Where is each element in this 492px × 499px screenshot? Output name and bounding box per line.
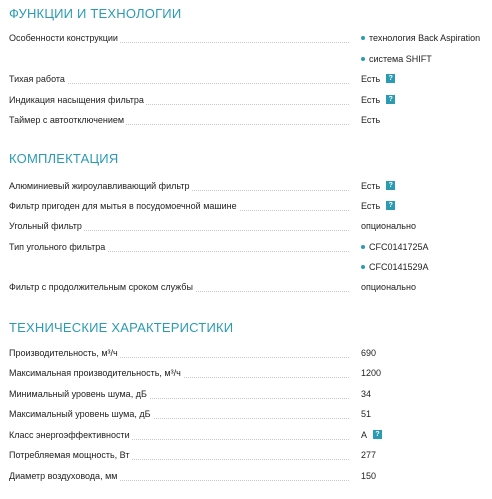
spec-label <box>9 110 349 130</box>
spec-row <box>9 445 484 465</box>
spec-label-text: Диаметр воздуховода, мм <box>9 471 118 481</box>
spec-value <box>361 404 371 424</box>
spec-row <box>9 257 484 277</box>
spec-value-text: 150 <box>361 471 377 481</box>
spec-label-text: Класс энергоэффективности <box>9 430 130 440</box>
spec-label <box>9 404 349 424</box>
section-title: КОМПЛЕКТАЦИЯ <box>9 151 119 166</box>
spec-label-text: Алюминиевый жироулавливающий фильтр <box>9 181 190 191</box>
spec-value-text: CFC0141529A <box>369 262 429 272</box>
spec-row <box>9 216 484 236</box>
spec-label <box>9 216 349 236</box>
spec-value <box>361 384 371 404</box>
spec-label-text: Производительность, м³/ч <box>9 348 118 358</box>
spec-value <box>361 69 395 89</box>
spec-row <box>9 237 484 257</box>
spec-row <box>9 196 484 216</box>
spec-value-text: Есть <box>361 95 381 105</box>
bullet-icon <box>361 265 365 269</box>
spec-value <box>361 425 382 445</box>
spec-value <box>361 343 376 363</box>
spec-label <box>9 343 349 363</box>
help-icon[interactable]: ? <box>373 430 382 439</box>
spec-label-text: Особенности конструкции <box>9 33 118 43</box>
spec-row <box>9 69 484 89</box>
spec-row <box>9 176 484 196</box>
spec-value-text: 1200 <box>361 368 382 378</box>
spec-value <box>361 445 376 465</box>
spec-label <box>9 237 349 257</box>
spec-label-text: Потребляемая мощность, Вт <box>9 450 130 460</box>
spec-row <box>9 49 484 69</box>
spec-row <box>9 343 484 363</box>
spec-value <box>361 257 429 277</box>
spec-label <box>9 425 349 445</box>
spec-label <box>9 69 349 89</box>
spec-label-text: Минимальный уровень шума, дБ <box>9 389 147 399</box>
spec-value-text: 34 <box>361 389 372 399</box>
help-icon[interactable]: ? <box>386 74 395 83</box>
spec-row <box>9 425 484 445</box>
spec-label <box>9 384 349 404</box>
spec-value-text: 277 <box>361 450 377 460</box>
spec-label-text: Тихая работа <box>9 74 65 84</box>
spec-row <box>9 28 484 48</box>
spec-label-text: Индикация насыщения фильтра <box>9 95 144 105</box>
spec-row <box>9 466 484 486</box>
spec-value-text: опционально <box>361 282 416 292</box>
spec-label <box>9 277 349 297</box>
bullet-icon <box>361 245 365 249</box>
spec-value-text: Есть <box>361 74 381 84</box>
help-icon[interactable]: ? <box>386 201 395 210</box>
spec-row <box>9 404 484 424</box>
spec-value <box>361 216 416 236</box>
bullet-icon <box>361 57 365 61</box>
spec-value <box>361 277 416 297</box>
spec-value-text: 690 <box>361 348 377 358</box>
spec-label-text: Тип угольного фильтра <box>9 242 106 252</box>
spec-row <box>9 384 484 404</box>
spec-value <box>361 237 429 257</box>
spec-value <box>361 28 480 48</box>
bullet-icon <box>361 36 365 40</box>
spec-label-text: Фильтр пригоден для мытья в посудомоечной машине <box>9 201 237 211</box>
spec-label <box>9 196 349 216</box>
spec-label-text: Таймер с автоотключением <box>9 115 125 125</box>
spec-row <box>9 110 484 130</box>
spec-value <box>361 466 376 486</box>
spec-label <box>9 28 349 48</box>
spec-row <box>9 277 484 297</box>
spec-value-text: Есть <box>361 181 381 191</box>
spec-value <box>361 49 432 69</box>
spec-value <box>361 196 395 216</box>
spec-value-text: система SHIFT <box>369 54 432 64</box>
spec-value-text: A <box>361 430 368 440</box>
help-icon[interactable]: ? <box>386 95 395 104</box>
help-icon[interactable]: ? <box>386 181 395 190</box>
spec-label <box>9 176 349 196</box>
spec-value <box>361 110 380 130</box>
section-title: ТЕХНИЧЕСКИЕ ХАРАКТЕРИСТИКИ <box>9 320 234 335</box>
spec-label-text: Максимальный уровень шума, дБ <box>9 409 151 419</box>
spec-row <box>9 90 484 110</box>
spec-label <box>9 90 349 110</box>
spec-label <box>9 445 349 465</box>
spec-row <box>9 363 484 383</box>
spec-value <box>361 363 381 383</box>
spec-label-text: Максимальная производительность, м³/ч <box>9 368 181 378</box>
spec-value-text: опционально <box>361 221 416 231</box>
spec-value-text: Есть <box>361 201 381 211</box>
section-title: ФУНКЦИИ И ТЕХНОЛОГИИ <box>9 6 182 21</box>
spec-value <box>361 176 395 196</box>
spec-label-text: Фильтр с продолжительным сроком службы <box>9 282 193 292</box>
spec-value-text: 51 <box>361 409 372 419</box>
spec-label <box>9 363 349 383</box>
spec-value <box>361 90 395 110</box>
spec-value-text: CFC0141725A <box>369 242 429 252</box>
spec-value-text: технология Back Aspiration <box>369 33 481 43</box>
spec-label-text: Угольный фильтр <box>9 221 82 231</box>
spec-value-text: Есть <box>361 115 381 125</box>
spec-label <box>9 466 349 486</box>
